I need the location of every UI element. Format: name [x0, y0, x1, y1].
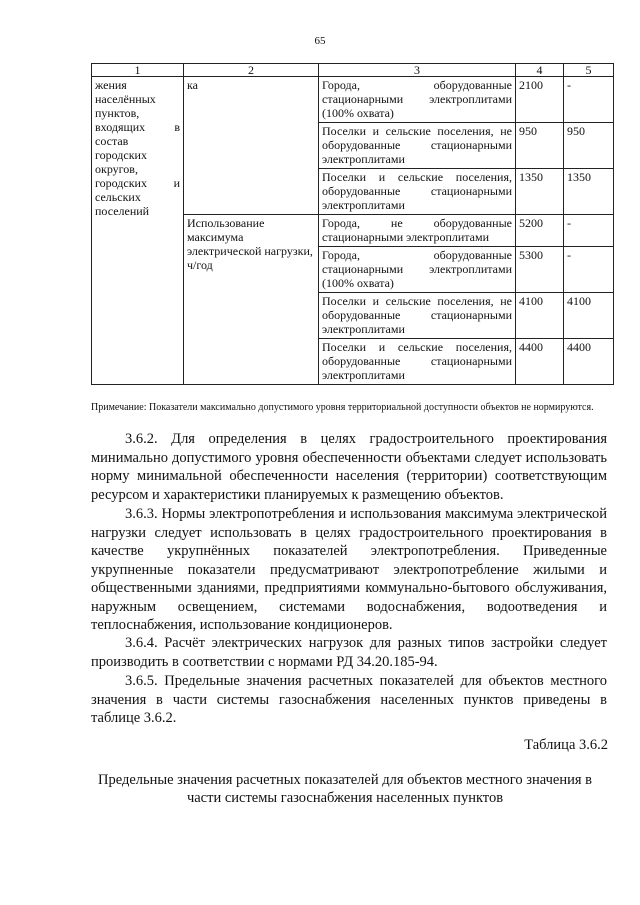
settlement-type-text: Поселки и сельские поселения, не оборудованные стационарными электроплитами [322, 294, 512, 336]
header-col-1: 1 [92, 64, 184, 77]
settlement-type-text: Поселки и сельские поселения, оборудованные стационарными электроплитами [322, 170, 512, 212]
table-label: Таблица 3.6.2 [524, 737, 608, 753]
value-col-4: 4400 [516, 339, 564, 385]
settlement-type-cell [319, 77, 516, 123]
value-col-4: 5300 [516, 247, 564, 293]
settlement-type-text: Города, не оборудованные стационарными электроплитами [322, 216, 512, 244]
settlement-type-cell [319, 123, 516, 169]
value-col-4: 4100 [516, 293, 564, 339]
indicator-cell: ка [184, 77, 319, 215]
value-col-5: 4100 [564, 293, 614, 339]
paragraph-3-6-4: 3.6.4. Расчёт электрических нагрузок для разных типов застройки следует производить в соответствии с нормами РД 34.20.185-94. [91, 635, 607, 670]
page-number: 65 [314, 35, 326, 47]
value-col-5: - [564, 77, 614, 123]
settlement-type-cell [319, 215, 516, 247]
paragraph-3-6-3: 3.6.3. Нормы электропотребления и использования максимума электрической нагрузки следует использовать в целях градостроительного проектирования в качестве укрупнённых показателей электропотребления. Приведенные укрупненные показатели предусматривают электропотребление жилыми и общественными зданиями, предприятиями коммунально-бытового обслуживания, наружным освещением, системами водоснабжения, водоотведения и теплоснабжения, использование кондиционеров. [91, 506, 607, 633]
value-col-5: - [564, 215, 614, 247]
settlement-type-cell [319, 247, 516, 293]
value-col-4: 1350 [516, 169, 564, 215]
paragraph-3-6-5: 3.6.5. Предельные значения расчетных показателей для объектов местного значения в части системы газоснабжения населенных пунктов приведены в таблице 3.6.2. [91, 673, 607, 726]
settlement-type-cell [319, 339, 516, 385]
value-col-4: 950 [516, 123, 564, 169]
settlement-type-text: Города, оборудованные стационарными электроплитами (100% охвата) [322, 248, 512, 290]
table-note: Примечание: Показатели максимально допустимого уровня территориальной доступности объектов не нормируются. [91, 402, 594, 413]
header-col-4: 4 [516, 64, 564, 77]
settlement-category-cell: жения населённых пунктов, входящих в состав городских округов, городских и сельских поселений [92, 77, 184, 385]
value-col-5: 4400 [564, 339, 614, 385]
header-col-3: 3 [319, 64, 516, 77]
header-col-2: 2 [184, 64, 319, 77]
paragraph-3-6-2: 3.6.2. Для определения в целях градостроительного проектирования минимально допустимого уровня обеспеченности объектами следует использовать норму минимальной обеспеченности населения (территории) соответствующим ресурсом и характеристики планируемых к размещению объектов. [91, 431, 607, 503]
settlement-type-cell [319, 293, 516, 339]
table-row [92, 77, 614, 123]
value-col-5: 950 [564, 123, 614, 169]
settlement-type-text: Поселки и сельские поселения, оборудованные стационарными электроплитами [322, 340, 512, 382]
electricity-norms-table [91, 63, 614, 385]
settlement-type-cell [319, 169, 516, 215]
indicator-cell: Использование максимума электрической нагрузки, ч/год [184, 215, 319, 385]
value-col-5: 1350 [564, 169, 614, 215]
settlement-type-text: Поселки и сельские поселения, не оборудованные стационарными электроплитами [322, 124, 512, 166]
value-col-4: 5200 [516, 215, 564, 247]
value-col-5: - [564, 247, 614, 293]
table-title: Предельные значения расчетных показателей для объектов местного значения в части системы газоснабжения населенных пунктов [97, 772, 592, 806]
table-header-row [92, 64, 614, 77]
value-col-4: 2100 [516, 77, 564, 123]
header-col-5: 5 [564, 64, 614, 77]
settlement-type-text: Города, оборудованные стационарными электроплитами (100% охвата) [322, 78, 512, 120]
